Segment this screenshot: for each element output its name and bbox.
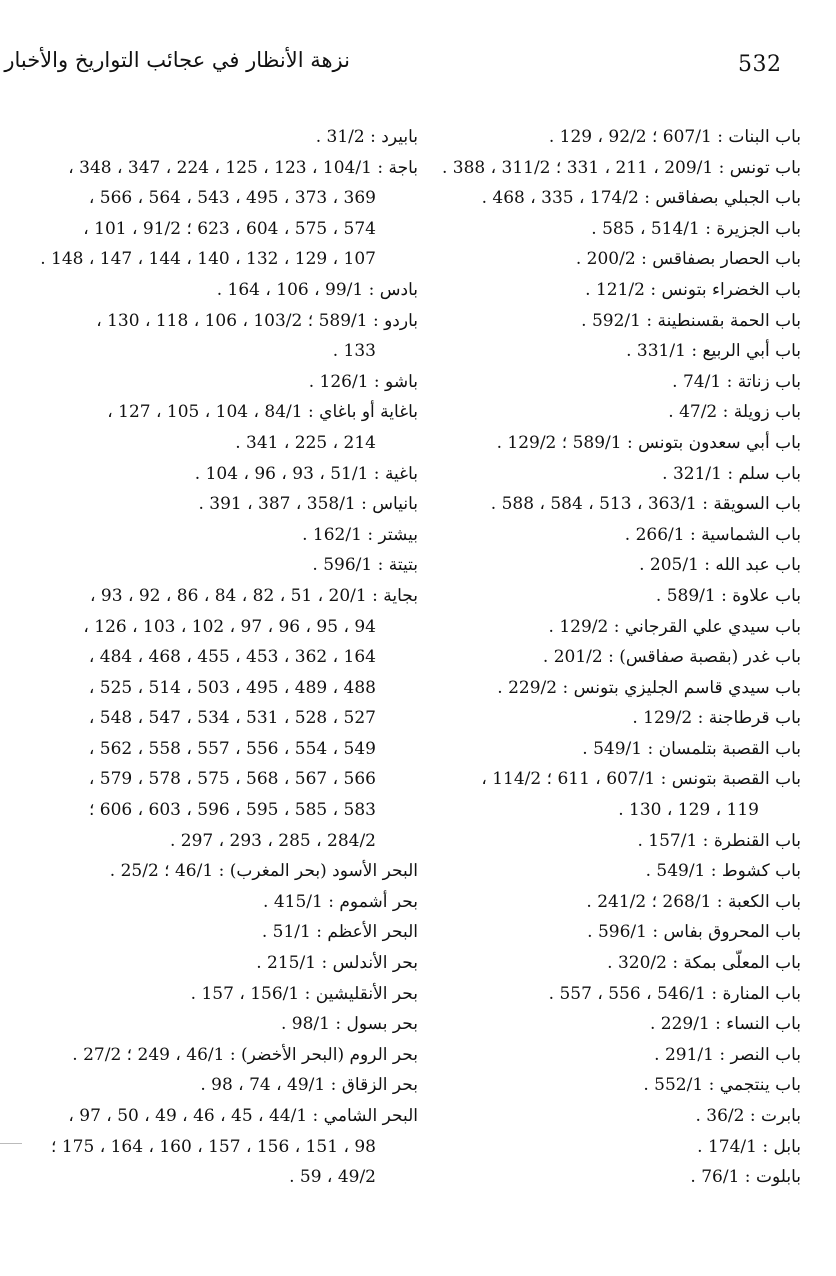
index-entry: باب النساء : 229/1 . <box>649 1014 801 1035</box>
index-entry: باب المحروق بفاس : 596/1 . <box>587 922 801 943</box>
index-entry: باب علاوة : 589/1 . <box>655 585 801 606</box>
index-entry: باب النصر : 291/1 . <box>654 1044 801 1065</box>
index-entry: بحر الروم (البحر الأخضر) : 46/1 ، 249 ؛ 27/2 . <box>72 1044 418 1065</box>
index-entry: باب زويلة : 47/2 . <box>668 402 801 423</box>
index-entry: بحر بسول : 98/1 . <box>280 1014 418 1035</box>
margin-mark <box>0 1143 22 1144</box>
index-entry: باجة : 104/1 ، 123 ، 125 ، 224 ، 347 ، 348 ، <box>68 157 418 178</box>
index-entry: البحر الشامي : 44/1 ، 45 ، 46 ، 49 ، 50 ، 97 ، <box>68 1106 418 1126</box>
index-entry: بانياس : 358/1 ، 387 ، 391 . <box>198 494 418 515</box>
index-entry-continuation: 566 ، 567 ، 568 ، 575 ، 578 ، 579 ، <box>88 769 376 790</box>
index-entry: باب الجبلي بصفاقس : 174/2 ، 335 ، 468 . <box>481 188 801 209</box>
index-entry: باب الجزيرة : 514/1 ، 585 . <box>591 218 801 239</box>
index-entry: بابيرد : 31/2 . <box>315 127 418 147</box>
running-title: نزهة الأنظار في عجائب التواريخ والأخبار <box>4 48 350 72</box>
index-entry-continuation: 94 ، 95 ، 96 ، 97 ، 102 ، 103 ، 126 ، <box>83 616 376 637</box>
index-entry: باب الكعبة : 268/1 ؛ 241/2 . <box>586 891 801 912</box>
index-entry-continuation: 119 ، 129 ، 130 . <box>618 800 759 821</box>
index-entry: باب غدر (بقصبة صفاقس) : 201/2 . <box>542 647 801 668</box>
index-entry: البحر الأسود (بحر المغرب) : 46/1 ؛ 25/2 . <box>109 861 418 882</box>
index-entry: البحر الأعظم : 51/1 . <box>261 922 418 943</box>
index-entry: باب تونس : 209/1 ، 211 ، 331 ؛ 311/2 ، 388 . <box>441 157 801 178</box>
index-entry: بجاية : 20/1 ، 51 ، 82 ، 84 ، 86 ، 92 ، 93 ، <box>90 585 418 606</box>
index-entry: بحر أشموم : 415/1 . <box>263 891 418 912</box>
index-entry: بحر الأندلس : 215/1 . <box>256 953 418 974</box>
index-entry: بيشتر : 162/1 . <box>302 524 418 545</box>
index-entry: باب المنارة : 546/1 ، 556 ، 557 . <box>548 983 801 1004</box>
index-entry: باب الخضراء بتونس : 121/2 . <box>585 279 801 300</box>
index-entry: باب القصبة بتونس : 607/1 ، 611 ؛ 114/2 ، <box>481 769 801 790</box>
index-entry: باب أبي الربيع : 331/1 . <box>626 341 801 362</box>
index-entry: باب الحمة بقسنطينة : 592/1 . <box>581 310 801 331</box>
index-entry: باب أبي سعدون بتونس : 589/1 ؛ 129/2 . <box>496 432 801 453</box>
index-entry: باب سيدي علي القرجاني : 129/2 . <box>548 616 801 637</box>
index-entry: بابلوت : 76/1 . <box>690 1167 801 1188</box>
index-entry: باب كشوط : 549/1 . <box>645 861 801 882</box>
index-entry-continuation: 98 ، 151 ، 156 ، 157 ، 160 ، 164 ، 175 ؛ <box>51 1136 376 1157</box>
index-entry: باب القصبة بتلمسان : 549/1 . <box>582 738 801 759</box>
index-entry-continuation: 488 ، 489 ، 495 ، 503 ، 514 ، 525 ، <box>88 677 376 698</box>
index-entry: باب السويقة : 363/1 ، 513 ، 584 ، 588 . <box>490 494 801 515</box>
index-entry: باب الشماسية : 266/1 . <box>624 524 801 545</box>
index-entry: باب سيدي قاسم الجليزي بتونس : 229/2 . <box>497 677 801 698</box>
index-entry: باشو : 126/1 . <box>308 371 418 392</box>
index-entry: باب سلم : 321/1 . <box>662 463 801 484</box>
index-entry: باب البنات : 607/1 ؛ 92/2 ، 129 . <box>548 127 801 147</box>
index-entry: بابرت : 36/2 . <box>695 1106 801 1126</box>
index-entry-continuation: 284/2 ، 285 ، 293 ، 297 . <box>169 830 376 851</box>
index-entry-continuation: 107 ، 129 ، 132 ، 140 ، 144 ، 147 ، 148 . <box>40 249 376 270</box>
index-entry-continuation: 583 ، 585 ، 595 ، 596 ، 603 ، 606 ؛ <box>88 800 376 821</box>
index-entry-continuation: 574 ، 575 ، 604 ، 623 ؛ 91/2 ، 101 ، <box>83 218 376 239</box>
page-number: 532 <box>738 52 782 77</box>
index-column-left <box>32 122 418 1193</box>
index-entry: باغاية أو باغاي : 84/1 ، 104 ، 105 ، 127 ، <box>107 402 418 423</box>
index-entry: بحر الزقاق : 49/1 ، 74 ، 98 . <box>200 1075 418 1096</box>
index-entry: بابل : 174/1 . <box>697 1136 801 1157</box>
index-entry: باب المعلّى بمكة : 320/2 . <box>607 953 801 974</box>
index-entry: باب القنطرة : 157/1 . <box>637 830 801 851</box>
index-entry-continuation: 164 ، 362 ، 453 ، 455 ، 468 ، 484 ، <box>88 647 376 668</box>
index-entry: بحر الأنقليشين : 156/1 ، 157 . <box>190 983 418 1004</box>
index-entry: باب الحصار بصفاقس : 200/2 . <box>575 249 801 270</box>
index-entry: باب زناتة : 74/1 . <box>672 371 801 392</box>
index-entry: باغية : 51/1 ، 93 ، 96 ، 104 . <box>194 463 418 484</box>
index-entry: بادس : 99/1 ، 106 ، 164 . <box>216 279 418 300</box>
index-entry-continuation: 527 ، 528 ، 531 ، 534 ، 547 ، 548 ، <box>88 708 376 729</box>
index-entry-continuation: 549 ، 554 ، 556 ، 557 ، 558 ، 562 ، <box>88 738 376 759</box>
index-entry-continuation: 133 . <box>332 341 376 362</box>
index-entry-continuation: 49/2 ، 59 . <box>289 1167 376 1188</box>
index-entry: باب قرطاجنة : 129/2 . <box>632 708 801 729</box>
index-entry: باردو : 589/1 ؛ 103/2 ، 106 ، 118 ، 130 ، <box>96 310 418 331</box>
index-entry: بتيتة : 596/1 . <box>312 555 418 576</box>
index-column-right <box>427 122 801 1193</box>
index-entry: باب ينتجمي : 552/1 . <box>643 1075 801 1096</box>
index-entry-continuation: 369 ، 373 ، 495 ، 543 ، 564 ، 566 ، <box>88 188 376 209</box>
index-entry: باب عبد الله : 205/1 . <box>639 555 801 576</box>
index-entry-continuation: 214 ، 225 ، 341 . <box>235 432 376 453</box>
